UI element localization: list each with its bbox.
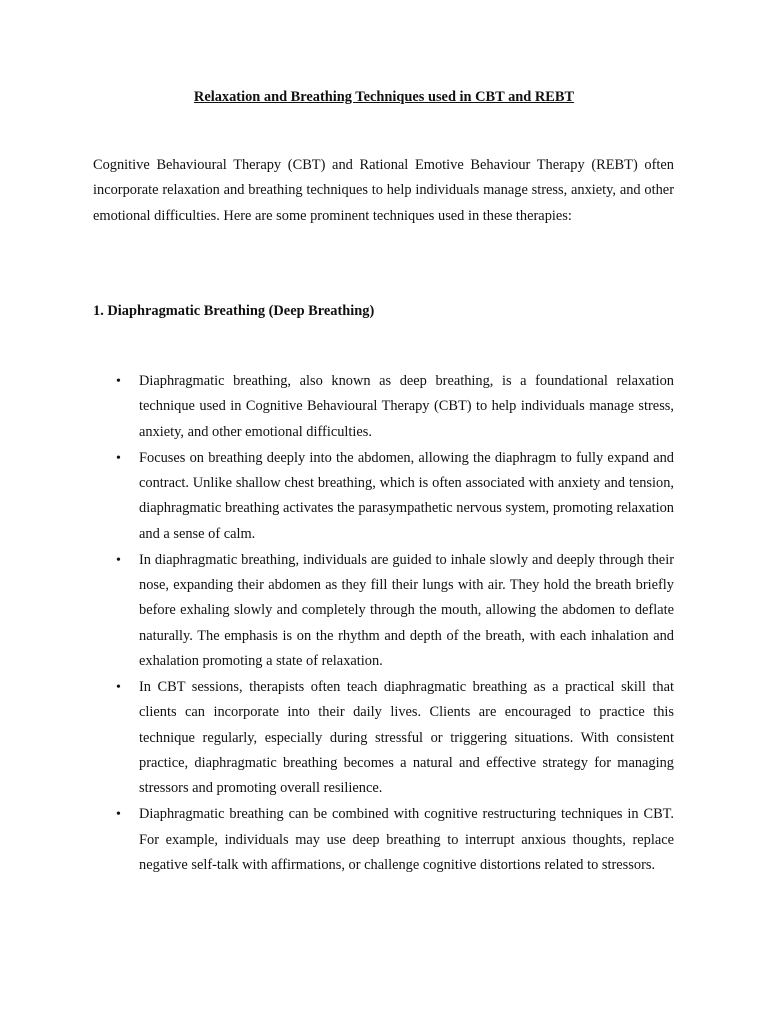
list-item	[93, 675, 674, 801]
list-item	[93, 548, 674, 674]
bullet-icon: •	[116, 679, 121, 695]
list-item-text: Focuses on breathing deeply into the abdomen, allowing the diaphragm to fully expand and contract. Unlike shallow chest breathing, which is often associated with anxiety and tension, diaphragmatic breathing activates the parasympathetic nervous system, promoting relaxation and a sense of calm.	[139, 449, 674, 542]
list-item	[93, 369, 674, 445]
bullet-list	[93, 369, 674, 879]
list-item-text: Diaphragmatic breathing can be combined with cognitive restructuring techniques in CBT. For example, individuals may use deep breathing to interrupt anxious thoughts, replace negative self-talk with affirmations, or challenge cognitive distortions related to stressors.	[139, 806, 674, 873]
intro-paragraph: Cognitive Behavioural Therapy (CBT) and Rational Emotive Behaviour Therapy (REBT) often incorporate relaxation and breathing techniques to help individuals manage stress, anxiety, and other emotional difficulties. Here are some prominent techniques used in these therapies:	[93, 157, 674, 224]
document-title: Relaxation and Breathing Techniques used in CBT and REBT	[193, 89, 575, 105]
list-item-text: Diaphragmatic breathing, also known as deep breathing, is a foundational relaxation technique used in Cognitive Behavioural Therapy (CBT) to help individuals manage stress, anxiety, and other emotional difficulties.	[139, 373, 674, 440]
bullet-icon: •	[116, 374, 121, 389]
list-item	[93, 802, 674, 878]
list-item	[93, 446, 674, 547]
list-item-text: In CBT sessions, therapists often teach diaphragmatic breathing as a practical skill that clients can incorporate into their daily lives. Clients are encouraged to practice this technique regularly, especially during stressful or triggering situations. With consistent practice, diaphragmatic breathing becomes a natural and effective strategy for managing stressors and promoting overall resilience.	[139, 678, 674, 797]
bullet-icon: •	[116, 552, 121, 568]
list-item-text: In diaphragmatic breathing, individuals are guided to inhale slowly and deeply through their nose, expanding their abdomen as they fill their lungs with air. They hold the breath briefly before exhaling slowly and completely through the mouth, allowing the abdomen to deflate naturally. The emphasis is on the rhythm and depth of the breath, with each inhalation and exhalation promoting a state of relaxation.	[139, 551, 674, 669]
bullet-icon: •	[116, 807, 121, 823]
section-heading: 1. Diaphragmatic Breathing (Deep Breathing)	[93, 303, 375, 319]
bullet-icon: •	[116, 450, 121, 466]
